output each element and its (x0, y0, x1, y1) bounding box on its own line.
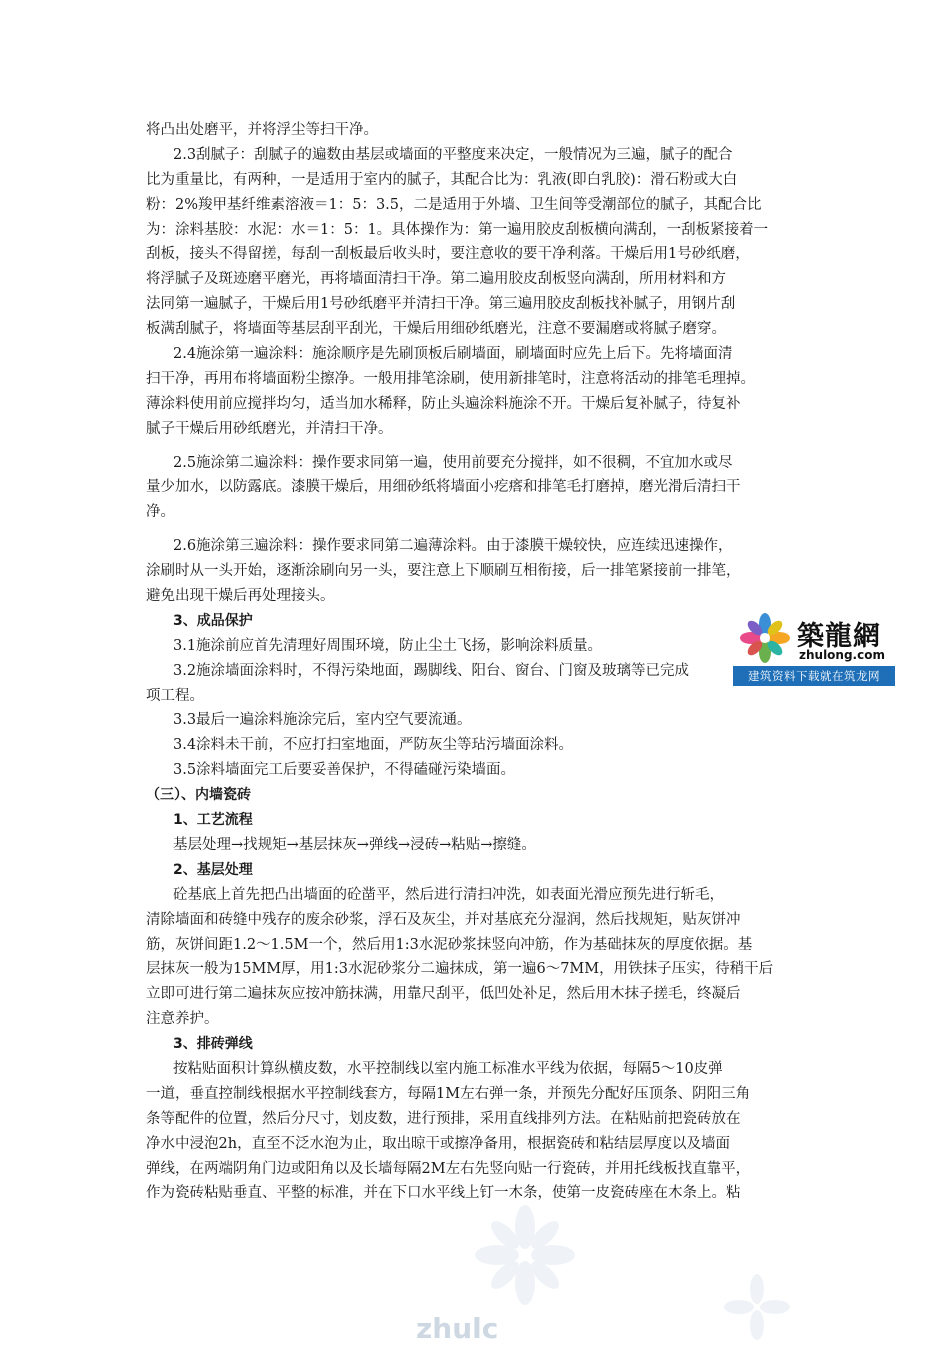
text-line: 项工程。 (146, 687, 204, 704)
text-line: 板满刮腻子，将墙面等基层刮平刮光，干燥后用细砂纸磨光，注意不要漏磨或将腻子磨穿。 (146, 321, 726, 338)
text-line: 粉：2%羧甲基纤维素溶液＝1：5：3.5，二是适用于外墙、卫生间等受潮部位的腻子，其配合比 (146, 196, 762, 213)
paragraph-2-3: 2.3刮腻子：刮腻子的遍数由基层或墙面的平整度来决定，一般情况为三遍，腻子的配合 (173, 146, 733, 163)
watermark-snowflake-icon (720, 1270, 794, 1344)
text-line: 净水中浸泡2h，直至不泛水泡为止，取出晾干或擦净备用，根据瓷砖和粘结层厚度以及墙面 (146, 1135, 731, 1152)
paragraph-2-4: 2.4施涂第一遍涂料：施涂顺序是先刷顶板后刷墙面，刷墙面时应先上后下。先将墙面清 (173, 346, 733, 363)
text-line: 清除墙面和砖缝中残存的废余砂浆，浮石及灰尘，并对基底充分湿润，然后找规矩，贴灰饼冲 (146, 911, 741, 928)
text-line: 薄涂料使用前应搅拌均匀，适当加水稀释，防止头遍涂料施涂不开。干燥后复补腻子，待复补 (146, 395, 741, 412)
text-line: 涂刷时从一头开始，逐渐涂刷向另一头，要注意上下顺刷互相衔接，后一排笔紧接前一排笔， (146, 563, 741, 580)
text-line: 筋，灰饼间距1.2～1.5M一个，然后用1:3水泥砂浆抹竖向冲筋，作为基础抹灰的厚度依据。基 (146, 936, 753, 953)
text-line: 将浮腻子及斑迹磨平磨光，再将墙面清扫干净。第二遍用胶皮刮板竖向满刮，所用材料和方 (146, 271, 726, 288)
text-line: 净。 (146, 504, 175, 521)
logo-banner: 建筑资料下载就在筑龙网 (733, 666, 895, 686)
section-heading-finished-protection: 3、成品保护 (173, 612, 253, 629)
text-line: 比为重量比，有两种，一是适用于室内的腻子，其配合比为：乳液(即白乳胶)：滑石粉或大白 (146, 171, 738, 188)
section-heading-interior-tiles: （三）、内墙瓷砖 (146, 787, 251, 804)
text-line: 弹线，在两端阴角门边或阳角以及长墙每隔2M左右先竖向贴一行瓷砖，并用托线板找直靠平， (146, 1160, 751, 1177)
paragraph-base-treatment: 砼基底上首先把凸出墙面的砼凿平，然后进行清扫冲洗，如表面光滑应预先进行斩毛， (173, 886, 724, 903)
text-line: 层抹灰一般为15MM厚，用1:3水泥砂浆分二遍抹成，第一遍6～7MM，用铁抹子压实，待稍干后 (146, 961, 774, 978)
text-line: 量少加水，以防露底。漆膜干燥后，用细砂纸将墙面小疙瘩和排笔毛打磨掉，磨光滑后清扫干 (146, 479, 741, 496)
item-3-2: 3.2施涂墙面涂料时，不得污染地面，踢脚线、阳台、窗台、门窗及玻璃等已完成 (173, 662, 690, 679)
item-3-4: 3.4涂料未干前，不应打扫室地面，严防灰尘等玷污墙面涂料。 (173, 737, 574, 754)
text-line: 腻子干燥后用砂纸磨光，并清扫干净。 (146, 420, 393, 437)
text-line: 为：涂料基胶：水泥：水＝1：5：1。具体操作为：第一遍用胶皮刮板横向满刮，一刮板紧接着一 (146, 221, 769, 238)
paragraph-2-6: 2.6施涂第三遍涂料：操作要求同第二遍薄涂料。由于漆膜干燥较快，应连续迅速操作， (173, 538, 733, 555)
document-body (146, 118, 806, 1206)
subheading-process-flow: 1、工艺流程 (173, 812, 253, 829)
item-3-1: 3.1施涂前应首先清理好周围环境，防止尘土飞扬，影响涂料质量。 (173, 637, 603, 654)
paragraph-gap (146, 525, 806, 534)
text-line: 立即可进行第二遍抹灰应按冲筋抹满，用靠尺刮平，低凹处补足，然后用木抹子搓毛，终凝后 (146, 986, 741, 1003)
snowflake-logo-icon (735, 610, 795, 666)
subheading-tile-layout: 3、排砖弹线 (173, 1036, 253, 1053)
paragraph-2-5: 2.5施涂第二遍涂料：操作要求同第一遍，使用前要充分搅拌，如不很稠，不宜加水或尽 (173, 454, 733, 471)
paragraph-tile-layout: 按粘贴面积计算纵横皮数，水平控制线以室内施工标准水平线为依据，每隔5～10皮弹 (173, 1060, 723, 1077)
zhulong-logo (733, 610, 895, 688)
text-line: 将凸出处磨平，并将浮尘等扫干净。 (146, 122, 378, 138)
watermark-text: zhulc (416, 1312, 499, 1345)
logo-name: 築龍網 (797, 621, 881, 652)
process-flow-text: 基层处理→找规矩→基层抹灰→弹线→浸砖→粘贴→擦缝。 (173, 836, 536, 853)
item-3-3: 3.3最后一遍涂料施涂完后，室内空气要流通。 (173, 712, 472, 729)
logo-domain: zhulong.com (799, 648, 885, 662)
text-line: 避免出现干燥后再处理接头。 (146, 588, 335, 605)
item-3-5: 3.5涂料墙面完工后要妥善保护，不得磕碰污染墙面。 (173, 762, 516, 779)
watermark-snowflake-icon (470, 1200, 580, 1310)
text-line: 作为瓷砖粘贴垂直、平整的标准，并在下口水平线上钉一木条，使第一皮瓷砖座在木条上。粘 (146, 1185, 741, 1202)
text-line: 注意养护。 (146, 1011, 219, 1028)
text-line: 扫干净，再用布将墙面粉尘擦净。一般用排笔涂刷，使用新排笔时，注意将活动的排笔毛理掉。 (146, 370, 755, 387)
text-line: 一道，垂直控制线根据水平控制线套方，每隔1M左右弹一条，并预先分配好压顶条、阴阳三角 (146, 1085, 751, 1102)
paragraph-gap (146, 442, 806, 451)
text-line: 刮板，接头不得留搓，每刮一刮板最后收头时，要注意收的要干净利落。干燥后用1号砂纸磨， (146, 246, 750, 263)
text-line: 条等配件的位置，然后分尺寸，划皮数，进行预排，采用直线排列方法。在粘贴前把瓷砖放在 (146, 1110, 741, 1127)
text-line: 法同第一遍腻子，干燥后用1号砂纸磨平并清扫干净。第三遍用胶皮刮板找补腻子，用钢片刮 (146, 296, 736, 313)
subheading-base-treatment: 2、基层处理 (173, 861, 253, 878)
